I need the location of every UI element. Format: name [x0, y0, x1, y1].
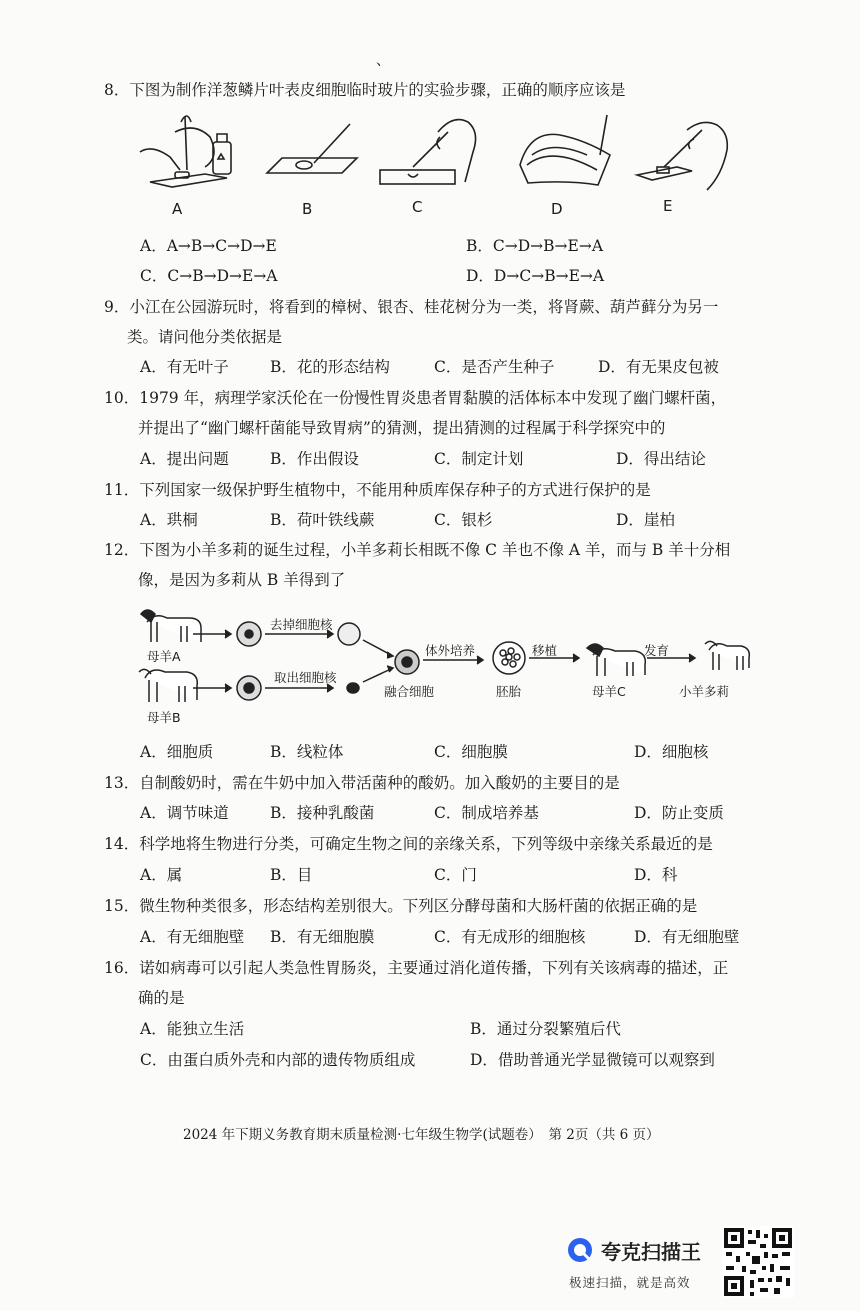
question-16-stem-line1: 16．诺如病毒可以引起人类急性胃肠炎，主要通过消化道传播，下列有关该病毒的描述，正: [104, 959, 729, 977]
question-13-option-c[interactable]: C．制成培养基: [434, 804, 539, 822]
question-8-option-c[interactable]: C．C→B→D→E→A: [140, 267, 278, 285]
figure-step-e: [632, 115, 742, 190]
question-12-option-c[interactable]: C．细胞膜: [434, 743, 508, 761]
scanner-slogan: 极速扫描，就是高效: [569, 1275, 691, 1290]
diagram-label-sheep-b: 母羊B: [147, 710, 181, 725]
question-11-option-b[interactable]: B．荷叶铁线蕨: [270, 511, 375, 529]
question-16-option-b[interactable]: B．通过分裂繁殖后代: [470, 1020, 621, 1038]
question-9-option-d[interactable]: D．有无果皮包被: [598, 358, 719, 376]
diagram-label-embryo: 胚胎: [496, 684, 522, 699]
question-14-option-c[interactable]: C．门: [434, 866, 477, 884]
diagram-label-develop: 发育: [644, 643, 670, 658]
question-9-stem-line2: 类。请问他分类依据是: [127, 328, 283, 346]
diagram-label-fused-cell: 融合细胞: [384, 684, 435, 699]
qr-code: [722, 1226, 794, 1298]
question-11-option-c[interactable]: C．银杉: [434, 511, 493, 529]
question-15-option-a[interactable]: A．有无细胞壁: [140, 928, 245, 946]
question-9-option-b[interactable]: B．花的形态结构: [270, 358, 390, 376]
question-8-option-a[interactable]: A．A→B→C→D→E: [140, 237, 277, 255]
question-15-stem: 15．微生物种类很多，形态结构差别很大。下列区分酵母菌和大肠杆菌的依据正确的是: [104, 897, 698, 915]
cloning-diagram-shapes: [135, 600, 775, 730]
question-15-option-b[interactable]: B．有无细胞膜: [270, 928, 375, 946]
question-15-option-c[interactable]: C．有无成形的细胞核: [434, 928, 586, 946]
question-9-option-c[interactable]: C．是否产生种子: [434, 358, 555, 376]
diagram-label-take-nucleus: 取出细胞核: [274, 670, 337, 685]
figure-step-d: [512, 110, 617, 190]
figure-label-b: B: [302, 200, 313, 218]
scanner-brand-name: 夸克扫描王: [601, 1240, 701, 1264]
question-12-option-a[interactable]: A．细胞质: [140, 743, 214, 761]
question-10-stem-line1: 10．1979 年，病理学家沃伦在一份慢性胃炎患者胃黏膜的活体标本中发现了幽门螺杆菌，: [104, 389, 727, 407]
figure-step-c: [378, 112, 488, 192]
question-16-stem-line2: 确的是: [138, 989, 185, 1007]
question-12-stem-line1: 12．下图为小羊多莉的诞生过程，小羊多莉长相既不像 C 羊也不像 A 羊，而与 B 羊十分相: [104, 541, 731, 559]
question-9-stem-line1: 9．小江在公园游玩时，将看到的樟树、银杏、桂花树分为一类，将肾蕨、葫芦藓分为另一: [104, 298, 719, 316]
question-10-option-b[interactable]: B．作出假设: [270, 450, 359, 468]
question-15-option-d[interactable]: D．有无细胞壁: [634, 928, 740, 946]
diagram-label-sheep-a: 母羊A: [147, 649, 181, 664]
question-14-option-a[interactable]: A．属: [140, 866, 183, 884]
question-10-option-d[interactable]: D．得出结论: [616, 450, 706, 468]
stray-mark: 、: [376, 53, 390, 69]
question-10-option-c[interactable]: C．制定计划: [434, 450, 524, 468]
diagram-label-sheep-c: 母羊C: [592, 684, 626, 699]
figure-label-a: A: [172, 200, 183, 218]
question-9-option-a[interactable]: A．有无叶子: [140, 358, 229, 376]
figure-label-d: D: [551, 200, 563, 218]
diagram-label-transplant: 移植: [532, 643, 558, 658]
question-10-stem-line2: 并提出了“幽门螺杆菌能导致胃病”的猜测，提出猜测的过程属于科学探究中的: [138, 419, 666, 437]
figure-step-a: [135, 112, 245, 192]
figure-label-e: E: [663, 197, 673, 215]
question-11-option-a[interactable]: A．珙桐: [140, 511, 198, 529]
diagram-label-culture: 体外培养: [425, 643, 476, 658]
diagram-label-remove-nucleus: 去掉细胞核: [270, 617, 333, 632]
page-footer: 2024 年下期义务教育期末质量检测·七年级生物学(试题卷） 第 2页（共 6 页）: [183, 1127, 660, 1143]
question-8-stem: 8．下图为制作洋葱鳞片叶表皮细胞临时玻片的实验步骤，正确的顺序应该是: [104, 81, 626, 99]
question-8-option-b[interactable]: B．C→D→B→E→A: [466, 237, 604, 255]
figure-label-c: C: [412, 198, 423, 216]
question-14-stem: 14．科学地将生物进行分类，可确定生物之间的亲缘关系，下列等级中亲缘关系最近的是: [104, 835, 713, 853]
question-8-option-d[interactable]: D．D→C→B→E→A: [466, 267, 605, 285]
question-12-option-d[interactable]: D．细胞核: [634, 743, 709, 761]
question-13-option-d[interactable]: D．防止变质: [634, 804, 724, 822]
question-13-option-a[interactable]: A．调节味道: [140, 804, 229, 822]
question-16-option-d[interactable]: D．借助普通光学显微镜可以观察到: [470, 1051, 715, 1069]
question-16-option-c[interactable]: C．由蛋白质外壳和内部的遗传物质组成: [140, 1051, 416, 1069]
question-11-stem: 11．下列国家一级保护野生植物中，不能用种质库保存种子的方式进行保护的是: [104, 481, 651, 499]
figure-step-b: [262, 118, 362, 188]
question-14-option-d[interactable]: D．科: [634, 866, 678, 884]
question-11-option-d[interactable]: D．崖柏: [616, 511, 675, 529]
question-12-option-b[interactable]: B．线粒体: [270, 743, 344, 761]
question-13-option-b[interactable]: B．接种乳酸菌: [270, 804, 375, 822]
question-16-option-a[interactable]: A．能独立生活: [140, 1020, 245, 1038]
scanner-logo-icon: [566, 1236, 594, 1264]
question-13-stem: 13．自制酸奶时，需在牛奶中加入带活菌种的酸奶。加入酸奶的主要目的是: [104, 774, 620, 792]
diagram-label-dolly: 小羊多莉: [679, 684, 730, 699]
question-14-option-b[interactable]: B．目: [270, 866, 313, 884]
question-12-stem-line2: 像，是因为多莉从 B 羊得到了: [138, 571, 346, 589]
question-10-option-a[interactable]: A．提出问题: [140, 450, 229, 468]
